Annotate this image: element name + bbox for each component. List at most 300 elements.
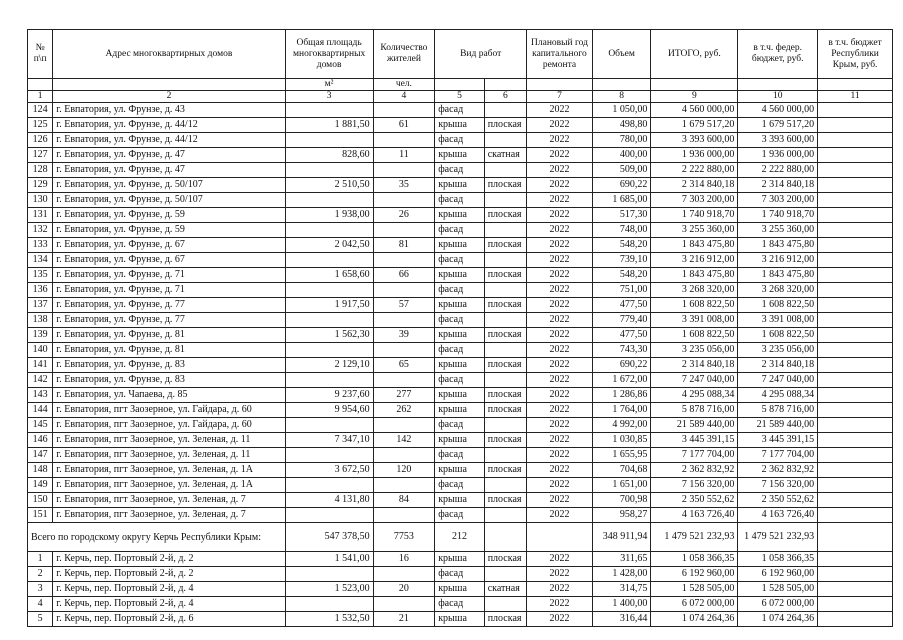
address-cell: г. Евпатория, ул. Фрунзе, д. 71 [53,283,285,298]
address-cell: г. Евпатория, пгт Заозерное, ул. Зеленая, д. 1А [53,478,285,493]
year-cell: 2022 [527,493,593,508]
volume-cell: 477,50 [592,328,651,343]
row-number: 137 [28,298,53,313]
table-row [28,567,893,582]
address-cell: г. Керчь, пер. Портовый 2-й, д. 2 [53,552,285,567]
roof-type-cell: плоская [484,298,526,313]
table-row [28,253,893,268]
row-number: 148 [28,463,53,478]
area-cell: 2 510,50 [285,178,373,193]
crimea-cell [818,358,893,373]
crimea-cell [818,133,893,148]
column-number: 3 [285,91,373,103]
row-number: 1 [28,552,53,567]
federal-cell: 1 843 475,80 [738,238,818,253]
address-cell: г. Евпатория, ул. Фрунзе, д. 47 [53,148,285,163]
subtotal-volume: 348 911,94 [592,523,651,552]
volume-cell: 690,22 [592,178,651,193]
residents-cell: 81 [373,238,435,253]
total-cell: 3 391 008,00 [651,313,738,328]
federal-cell: 3 391 008,00 [738,313,818,328]
year-cell: 2022 [527,343,593,358]
total-cell: 6 192 960,00 [651,567,738,582]
area-cell [285,283,373,298]
residents-cell [373,193,435,208]
address-cell: г. Евпатория, ул. Фрунзе, д. 59 [53,208,285,223]
table-row [28,478,893,493]
roof-type-cell: плоская [484,208,526,223]
volume-cell: 4 992,00 [592,418,651,433]
roof-type-cell [484,253,526,268]
work-type-cell: фасад [435,193,485,208]
crimea-cell [818,448,893,463]
federal-cell: 21 589 440,00 [738,418,818,433]
volume-cell: 311,65 [592,552,651,567]
federal-cell: 2 350 552,62 [738,493,818,508]
row-number: 135 [28,268,53,283]
table-body [28,103,893,627]
roof-type-cell [484,133,526,148]
year-cell: 2022 [527,567,593,582]
roof-type-cell [484,373,526,388]
volume-cell: 316,44 [592,612,651,627]
volume-cell: 739,10 [592,253,651,268]
address-cell: г. Евпатория, ул. Фрунзе, д. 81 [53,343,285,358]
total-cell: 1 936 000,00 [651,148,738,163]
table-row [28,448,893,463]
work-type-cell: фасад [435,283,485,298]
crimea-cell [818,178,893,193]
empty-cell [818,523,893,552]
area-cell: 4 131,80 [285,493,373,508]
total-cell: 3 268 320,00 [651,283,738,298]
roof-type-cell: плоская [484,238,526,253]
federal-cell: 3 255 360,00 [738,223,818,238]
year-cell: 2022 [527,223,593,238]
work-type-cell: фасад [435,163,485,178]
year-cell: 2022 [527,463,593,478]
crimea-cell [818,103,893,118]
area-cell [285,313,373,328]
address-cell: г. Евпатория, ул. Фрунзе, д. 50/107 [53,193,285,208]
table-row [28,328,893,343]
address-cell: г. Евпатория, ул. Фрунзе, д. 77 [53,298,285,313]
table-row [28,358,893,373]
total-cell: 3 216 912,00 [651,253,738,268]
row-number: 145 [28,418,53,433]
volume-cell: 779,40 [592,313,651,328]
table-row [28,343,893,358]
volume-cell: 751,00 [592,283,651,298]
year-cell: 2022 [527,298,593,313]
roof-type-cell: плоская [484,358,526,373]
area-cell [285,343,373,358]
volume-cell: 1 655,95 [592,448,651,463]
federal-cell: 4 560 000,00 [738,103,818,118]
col-header-crimea: в т.ч. бюджет Республики Крым, руб. [818,30,893,79]
row-number: 127 [28,148,53,163]
area-cell: 9 954,60 [285,403,373,418]
row-number: 129 [28,178,53,193]
area-cell: 1 938,00 [285,208,373,223]
address-cell: г. Евпатория, ул. Фрунзе, д. 59 [53,223,285,238]
year-cell: 2022 [527,358,593,373]
crimea-cell [818,418,893,433]
area-cell [285,103,373,118]
work-type-cell: фасад [435,103,485,118]
residents-cell: 21 [373,612,435,627]
year-cell: 2022 [527,118,593,133]
address-cell: г. Евпатория, пгт Заозерное, ул. Зеленая, д. 7 [53,508,285,523]
work-type-cell: крыша [435,388,485,403]
col-header-area: Общая площадь многоквартирных домов [285,30,373,79]
address-cell: г. Евпатория, пгт Заозерное, ул. Зеленая, д. 1А [53,463,285,478]
volume-cell: 748,00 [592,223,651,238]
federal-cell: 1 608 822,50 [738,328,818,343]
work-type-cell: крыша [435,118,485,133]
total-cell: 1 679 517,20 [651,118,738,133]
row-number: 126 [28,133,53,148]
year-cell: 2022 [527,283,593,298]
row-number: 3 [28,582,53,597]
table-row [28,283,893,298]
row-number: 149 [28,478,53,493]
volume-cell: 400,00 [592,148,651,163]
year-cell: 2022 [527,612,593,627]
work-type-cell: крыша [435,208,485,223]
col-header-residents: Количество жителей [373,30,435,79]
subtotal-area: 547 378,50 [285,523,373,552]
roof-type-cell [484,448,526,463]
roof-type-cell [484,193,526,208]
volume-cell: 1 428,00 [592,567,651,582]
column-number: 6 [484,91,526,103]
area-unit: м² [285,79,373,91]
work-type-cell: фасад [435,567,485,582]
crimea-cell [818,373,893,388]
total-cell: 1 740 918,70 [651,208,738,223]
area-cell [285,223,373,238]
roof-type-cell: плоская [484,403,526,418]
column-numbers-row [28,91,893,103]
work-type-cell: фасад [435,508,485,523]
column-number: 2 [53,91,285,103]
work-type-cell: фасад [435,597,485,612]
area-cell [285,253,373,268]
residents-cell [373,283,435,298]
crimea-cell [818,388,893,403]
volume-cell: 704,68 [592,463,651,478]
table-row [28,418,893,433]
total-cell: 1 608 822,50 [651,328,738,343]
col-header-volume: Объем [592,30,651,79]
federal-cell: 3 445 391,15 [738,433,818,448]
total-cell: 3 255 360,00 [651,223,738,238]
year-cell: 2022 [527,133,593,148]
row-number: 5 [28,612,53,627]
federal-cell: 1 740 918,70 [738,208,818,223]
roof-type-cell: плоская [484,493,526,508]
work-type-cell: крыша [435,298,485,313]
address-cell: г. Евпатория, пгт Заозерное, ул. Зеленая, д. 11 [53,448,285,463]
crimea-cell [818,493,893,508]
crimea-cell [818,268,893,283]
year-cell: 2022 [527,478,593,493]
crimea-cell [818,238,893,253]
volume-cell: 498,80 [592,118,651,133]
volume-cell: 548,20 [592,268,651,283]
year-cell: 2022 [527,103,593,118]
year-cell: 2022 [527,597,593,612]
address-cell: г. Евпатория, ул. Фрунзе, д. 83 [53,373,285,388]
federal-cell: 3 268 320,00 [738,283,818,298]
subtotal-count: 212 [435,523,485,552]
work-type-cell: крыша [435,178,485,193]
row-number: 142 [28,373,53,388]
address-cell: г. Евпатория, ул. Фрунзе, д. 44/12 [53,118,285,133]
column-number: 5 [435,91,485,103]
residents-cell: 20 [373,582,435,597]
federal-cell: 1 058 366,35 [738,552,818,567]
work-type-cell: фасад [435,478,485,493]
address-cell: г. Евпатория, ул. Фрунзе, д. 67 [53,238,285,253]
area-cell: 1 532,50 [285,612,373,627]
residents-cell: 84 [373,493,435,508]
column-number: 8 [592,91,651,103]
volume-cell: 1 050,00 [592,103,651,118]
address-cell: г. Евпатория, ул. Фрунзе, д. 44/12 [53,133,285,148]
total-cell: 2 350 552,62 [651,493,738,508]
table-row [28,597,893,612]
crimea-cell [818,612,893,627]
crimea-cell [818,567,893,582]
roof-type-cell [484,597,526,612]
area-cell: 9 237,60 [285,388,373,403]
row-number: 4 [28,597,53,612]
volume-cell: 517,30 [592,208,651,223]
row-number: 130 [28,193,53,208]
volume-cell: 1 400,00 [592,597,651,612]
roof-type-cell: плоская [484,118,526,133]
row-number: 140 [28,343,53,358]
federal-cell: 3 393 600,00 [738,133,818,148]
area-cell [285,508,373,523]
area-cell: 1 881,50 [285,118,373,133]
work-type-cell: фасад [435,133,485,148]
roof-type-cell [484,508,526,523]
area-cell: 2 042,50 [285,238,373,253]
row-number: 132 [28,223,53,238]
col-header-federal: в т.ч. федер. бюджет, руб. [738,30,818,79]
total-cell: 3 235 056,00 [651,343,738,358]
federal-cell: 1 074 264,36 [738,612,818,627]
capital-repair-table [27,29,893,627]
residents-cell [373,223,435,238]
total-cell: 1 058 366,35 [651,552,738,567]
address-cell: г. Евпатория, ул. Фрунзе, д. 50/107 [53,178,285,193]
residents-cell: 16 [373,552,435,567]
table-row [28,193,893,208]
federal-cell: 5 878 716,00 [738,403,818,418]
work-type-cell: крыша [435,268,485,283]
table-row [28,463,893,478]
work-type-cell: крыша [435,403,485,418]
year-cell: 2022 [527,313,593,328]
column-number: 1 [28,91,53,103]
year-cell: 2022 [527,193,593,208]
residents-cell [373,163,435,178]
col-header-total: ИТОГО, руб. [651,30,738,79]
federal-cell: 2 222 880,00 [738,163,818,178]
area-cell [285,193,373,208]
crimea-cell [818,343,893,358]
table-row [28,118,893,133]
address-cell: г. Керчь, пер. Портовый 2-й, д. 2 [53,567,285,582]
residents-cell [373,508,435,523]
total-cell: 1 528 505,00 [651,582,738,597]
residents-cell: 61 [373,118,435,133]
roof-type-cell [484,567,526,582]
roof-type-cell: плоская [484,388,526,403]
total-cell: 6 072 000,00 [651,597,738,612]
address-cell: г. Керчь, пер. Портовый 2-й, д. 6 [53,612,285,627]
address-cell: г. Евпатория, пгт Заозерное, ул. Зеленая, д. 7 [53,493,285,508]
work-type-cell: крыша [435,463,485,478]
residents-cell: 26 [373,208,435,223]
federal-cell: 7 156 320,00 [738,478,818,493]
crimea-cell [818,208,893,223]
area-cell: 2 129,10 [285,358,373,373]
row-number: 147 [28,448,53,463]
area-cell [285,163,373,178]
federal-cell: 7 247 040,00 [738,373,818,388]
work-type-cell: фасад [435,448,485,463]
residents-cell: 262 [373,403,435,418]
work-type-cell: фасад [435,418,485,433]
year-cell: 2022 [527,148,593,163]
area-cell: 1 658,60 [285,268,373,283]
roof-type-cell [484,163,526,178]
units-row [28,79,893,91]
roof-type-cell: скатная [484,148,526,163]
subtotal-row [28,523,893,552]
work-type-cell: фасад [435,343,485,358]
residents-cell [373,567,435,582]
crimea-cell [818,552,893,567]
federal-cell: 4 163 726,40 [738,508,818,523]
residents-unit: чел. [373,79,435,91]
volume-cell: 509,00 [592,163,651,178]
roof-type-cell [484,283,526,298]
crimea-cell [818,433,893,448]
roof-type-cell [484,418,526,433]
area-cell [285,567,373,582]
federal-cell: 2 362 832,92 [738,463,818,478]
crimea-cell [818,508,893,523]
federal-cell: 1 843 475,80 [738,268,818,283]
volume-cell: 700,98 [592,493,651,508]
residents-cell [373,448,435,463]
work-type-cell: крыша [435,552,485,567]
crimea-cell [818,118,893,133]
federal-cell: 7 177 704,00 [738,448,818,463]
residents-cell [373,253,435,268]
residents-cell: 11 [373,148,435,163]
table-row [28,208,893,223]
year-cell: 2022 [527,418,593,433]
address-cell: г. Евпатория, пгт Заозерное, ул. Гайдара, д. 60 [53,418,285,433]
table-row [28,552,893,567]
table-row [28,238,893,253]
federal-cell: 3 216 912,00 [738,253,818,268]
empty-cell [484,523,526,552]
total-cell: 3 445 391,15 [651,433,738,448]
address-cell: г. Евпатория, ул. Фрунзе, д. 71 [53,268,285,283]
column-number: 7 [527,91,593,103]
row-number: 128 [28,163,53,178]
roof-type-cell: плоская [484,552,526,567]
roof-type-cell: плоская [484,463,526,478]
work-type-cell: крыша [435,493,485,508]
volume-cell: 780,00 [592,133,651,148]
col-header-work-type: Вид работ [435,30,527,79]
col-header-year: Плановый год капитального ремонта [527,30,593,79]
row-number: 151 [28,508,53,523]
area-cell [285,448,373,463]
volume-cell: 1 764,00 [592,403,651,418]
total-cell: 4 295 088,34 [651,388,738,403]
table-row [28,223,893,238]
total-cell: 2 362 832,92 [651,463,738,478]
year-cell: 2022 [527,208,593,223]
federal-cell: 2 314 840,18 [738,178,818,193]
subtotal-label: Всего по городскому округу Керчь Республики Крым: [28,523,286,552]
total-cell: 2 222 880,00 [651,163,738,178]
residents-cell: 120 [373,463,435,478]
residents-cell [373,597,435,612]
subtotal-total: 1 479 521 232,93 [651,523,738,552]
total-cell: 7 177 704,00 [651,448,738,463]
year-cell: 2022 [527,508,593,523]
area-cell [285,478,373,493]
total-cell: 7 156 320,00 [651,478,738,493]
residents-cell: 57 [373,298,435,313]
total-cell: 1 608 822,50 [651,298,738,313]
residents-cell: 35 [373,178,435,193]
column-number: 9 [651,91,738,103]
area-cell [285,133,373,148]
total-cell: 2 314 840,18 [651,178,738,193]
federal-cell: 7 303 200,00 [738,193,818,208]
residents-cell: 142 [373,433,435,448]
year-cell: 2022 [527,253,593,268]
roof-type-cell [484,343,526,358]
area-cell: 1 541,00 [285,552,373,567]
volume-cell: 1 286,86 [592,388,651,403]
federal-cell: 2 314 840,18 [738,358,818,373]
col-header-no: № п\п [28,30,53,79]
subtotal-residents: 7753 [373,523,435,552]
column-number: 11 [818,91,893,103]
federal-cell: 6 192 960,00 [738,567,818,582]
row-number: 136 [28,283,53,298]
empty-cell [527,523,593,552]
work-type-cell: фасад [435,313,485,328]
federal-cell: 4 295 088,34 [738,388,818,403]
table-row [28,433,893,448]
crimea-cell [818,313,893,328]
work-type-cell: крыша [435,148,485,163]
